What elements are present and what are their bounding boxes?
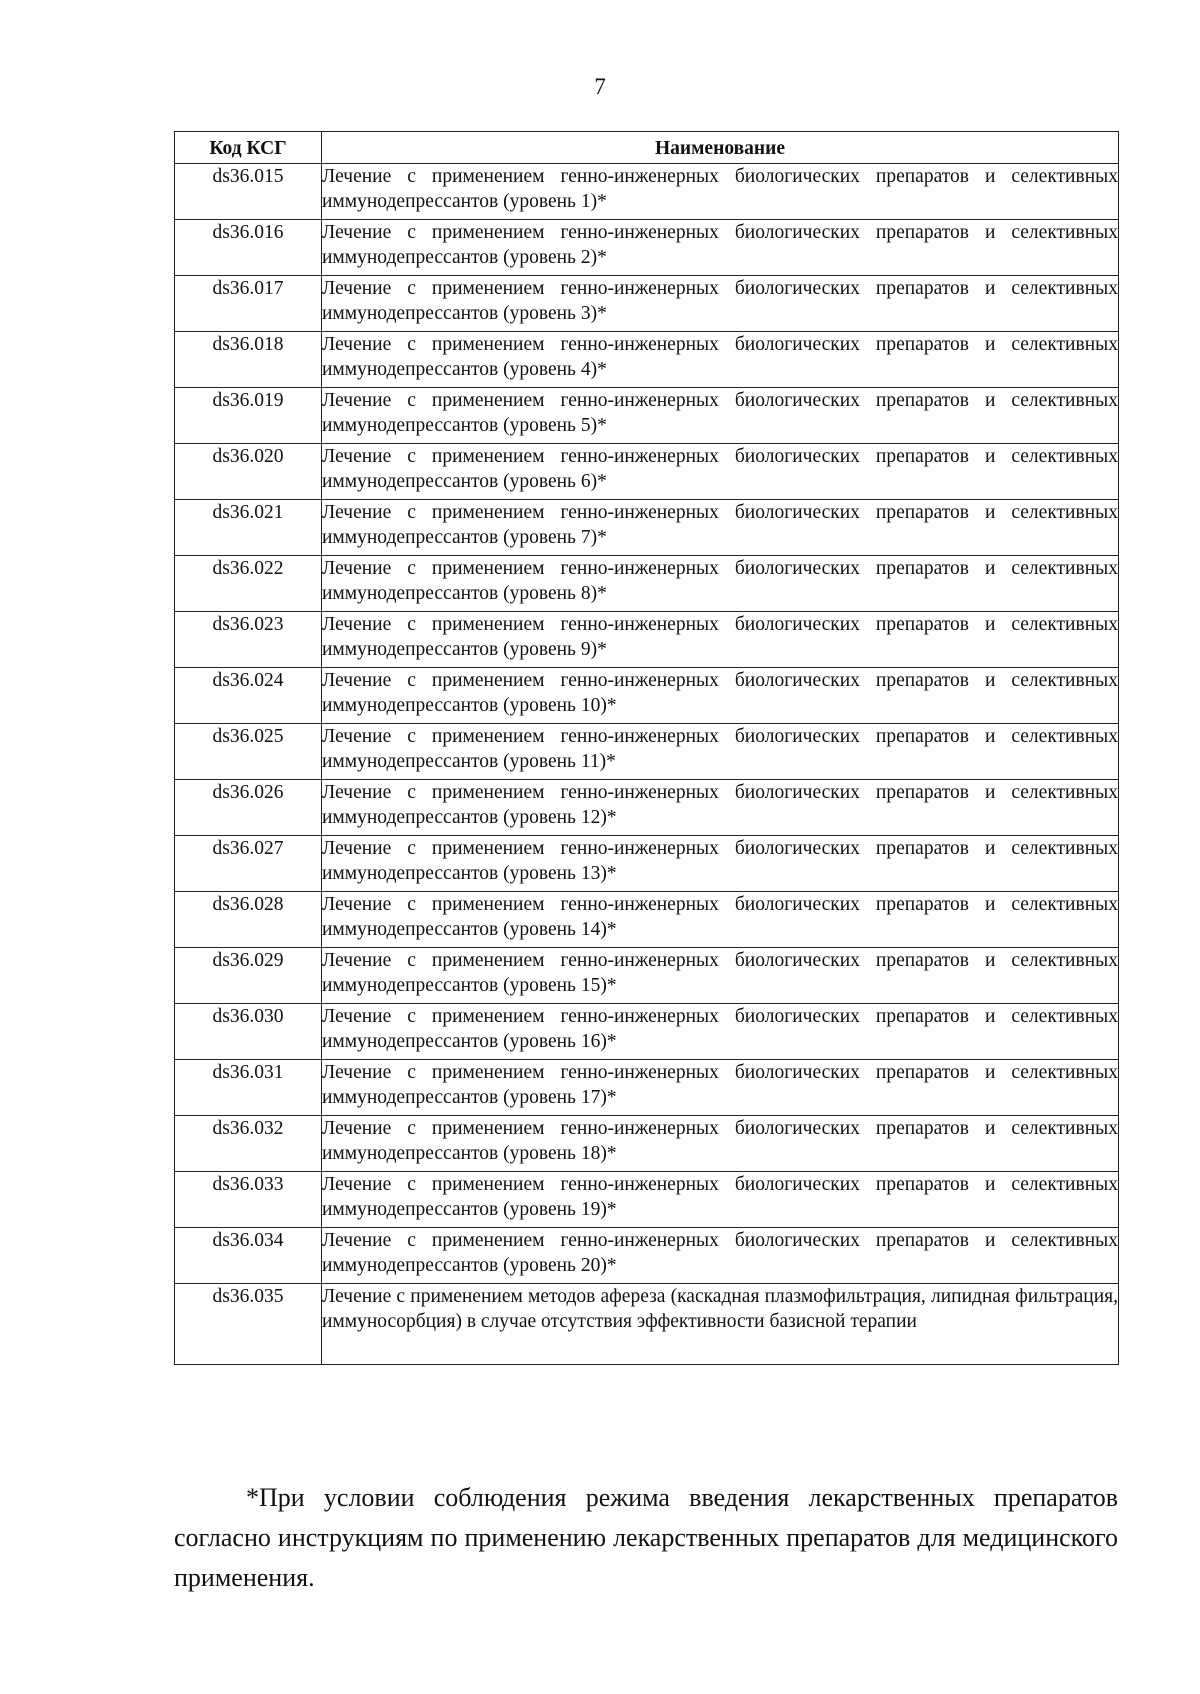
table-row — [175, 948, 1119, 1004]
table-row — [175, 780, 1119, 836]
ksg-code: ds36.030 — [175, 1004, 322, 1060]
ksg-name: Лечение с применением генно-инженерных биологических препаратов и селективных иммунодепрессантов (уровень 18)* — [322, 1116, 1119, 1172]
ksg-code: ds36.027 — [175, 836, 322, 892]
ksg-name: Лечение с применением генно-инженерных биологических препаратов и селективных иммунодепрессантов (уровень 11)* — [322, 724, 1119, 780]
table-row — [175, 276, 1119, 332]
ksg-name: Лечение с применением генно-инженерных биологических препаратов и селективных иммунодепрессантов (уровень 16)* — [322, 1004, 1119, 1060]
table-row — [175, 892, 1119, 948]
page-number: 7 — [594, 74, 606, 99]
table-row — [175, 332, 1119, 388]
table-header-row — [175, 132, 1119, 164]
ksg-name: Лечение с применением генно-инженерных биологических препаратов и селективных иммунодепрессантов (уровень 7)* — [322, 500, 1119, 556]
ksg-code: ds36.031 — [175, 1060, 322, 1116]
table-row — [175, 1172, 1119, 1228]
header-name: Наименование — [322, 132, 1119, 164]
ksg-name: Лечение с применением генно-инженерных биологических препаратов и селективных иммунодепрессантов (уровень 13)* — [322, 836, 1119, 892]
ksg-code: ds36.020 — [175, 444, 322, 500]
ksg-code: ds36.033 — [175, 1172, 322, 1228]
table-row — [175, 556, 1119, 612]
table-row — [175, 724, 1119, 780]
ksg-name: Лечение с применением генно-инженерных биологических препаратов и селективных иммунодепрессантов (уровень 5)* — [322, 388, 1119, 444]
ksg-name: Лечение с применением генно-инженерных биологических препаратов и селективных иммунодепрессантов (уровень 12)* — [322, 780, 1119, 836]
ksg-code: ds36.023 — [175, 612, 322, 668]
table-row — [175, 1228, 1119, 1284]
table-row — [175, 612, 1119, 668]
table-row — [175, 1284, 1119, 1365]
table-row — [175, 1004, 1119, 1060]
ksg-code: ds36.018 — [175, 332, 322, 388]
ksg-code: ds36.024 — [175, 668, 322, 724]
ksg-name: Лечение с применением генно-инженерных биологических препаратов и селективных иммунодепрессантов (уровень 2)* — [322, 220, 1119, 276]
ksg-code: ds36.025 — [175, 724, 322, 780]
ksg-table — [174, 131, 1119, 1365]
ksg-code: ds36.032 — [175, 1116, 322, 1172]
ksg-name: Лечение с применением генно-инженерных биологических препаратов и селективных иммунодепрессантов (уровень 10)* — [322, 668, 1119, 724]
table-row — [175, 836, 1119, 892]
table-row — [175, 388, 1119, 444]
ksg-code: ds36.035 — [175, 1284, 322, 1365]
ksg-code: ds36.026 — [175, 780, 322, 836]
table-row — [175, 668, 1119, 724]
ksg-code: ds36.021 — [175, 500, 322, 556]
ksg-name: Лечение с применением генно-инженерных биологических препаратов и селективных иммунодепрессантов (уровень 6)* — [322, 444, 1119, 500]
ksg-name: Лечение с применением генно-инженерных биологических препаратов и селективных иммунодепрессантов (уровень 4)* — [322, 332, 1119, 388]
table-row — [175, 1116, 1119, 1172]
ksg-name: Лечение с применением генно-инженерных биологических препаратов и селективных иммунодепрессантов (уровень 9)* — [322, 612, 1119, 668]
ksg-code: ds36.019 — [175, 388, 322, 444]
table-row — [175, 220, 1119, 276]
ksg-code: ds36.022 — [175, 556, 322, 612]
ksg-name: Лечение с применением генно-инженерных биологических препаратов и селективных иммунодепрессантов (уровень 17)* — [322, 1060, 1119, 1116]
table-row — [175, 444, 1119, 500]
ksg-code: ds36.015 — [175, 164, 322, 220]
ksg-name: Лечение с применением генно-инженерных биологических препаратов и селективных иммунодепрессантов (уровень 19)* — [322, 1172, 1119, 1228]
ksg-code: ds36.029 — [175, 948, 322, 1004]
ksg-name: Лечение с применением генно-инженерных биологических препаратов и селективных иммунодепрессантов (уровень 1)* — [322, 164, 1119, 220]
ksg-name: Лечение с применением генно-инженерных биологических препаратов и селективных иммунодепрессантов (уровень 15)* — [322, 948, 1119, 1004]
ksg-code: ds36.034 — [175, 1228, 322, 1284]
ksg-name: Лечение с применением генно-инженерных биологических препаратов и селективных иммунодепрессантов (уровень 3)* — [322, 276, 1119, 332]
ksg-code: ds36.028 — [175, 892, 322, 948]
ksg-name: Лечение с применением генно-инженерных биологических препаратов и селективных иммунодепрессантов (уровень 14)* — [322, 892, 1119, 948]
ksg-name: Лечение с применением генно-инженерных биологических препаратов и селективных иммунодепрессантов (уровень 20)* — [322, 1228, 1119, 1284]
ksg-name: Лечение с применением методов афереза (каскадная плазмофильтрация, липидная фильтрация, иммуносорбция) в случае отсутствия эффективности базисной терапии — [322, 1284, 1119, 1365]
ksg-code: ds36.017 — [175, 276, 322, 332]
footnote: *При условии соблюдения режима введения лекарственных препаратов согласно инструкциям по применению лекарственных препаратов для медицинского применения. — [174, 1483, 1118, 1592]
table-row — [175, 164, 1119, 220]
table-row — [175, 1060, 1119, 1116]
ksg-code: ds36.016 — [175, 220, 322, 276]
ksg-name: Лечение с применением генно-инженерных биологических препаратов и селективных иммунодепрессантов (уровень 8)* — [322, 556, 1119, 612]
header-code: Код КСГ — [175, 132, 322, 164]
table-row — [175, 500, 1119, 556]
